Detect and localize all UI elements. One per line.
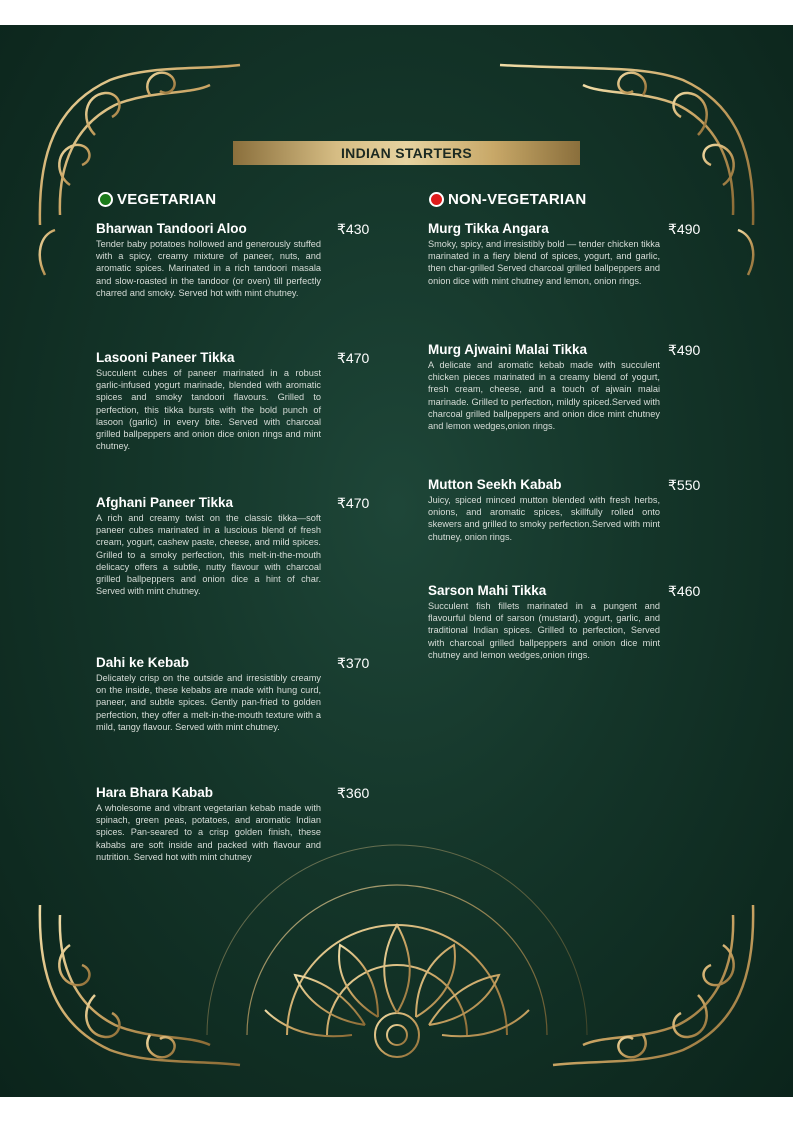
menu-item (96, 221, 370, 299)
item-description: Succulent cubes of paneer marinated in a robust garlic-infused yogurt marinade, blended with aromatic spices and smoky tandoori flavours. Grilled to perfection, this tikka bursts with the bold punch of lasoon (garlic) in every bite. Served with charcoal grilled ballpeppers and onion dice onion rings and mint chutney. (96, 368, 321, 452)
menu-item (96, 350, 370, 452)
vegetarian-heading (98, 191, 216, 208)
item-description: A wholesome and vibrant vegetarian kebab made with spinach, green peas, potatoes, and aromatic Indian spices. Pan-seared to a crisp golden finish, these kababs are soft inside and packed with flavour and nutrition. Served hot with mint chutney (96, 803, 321, 862)
page-title: INDIAN STARTERS (340, 145, 473, 161)
item-name: Hara Bhara Kabab (96, 785, 214, 800)
item-name: Afghani Paneer Tikka (96, 495, 234, 510)
menu-item (428, 477, 701, 543)
item-name: Sarson Mahi Tikka (428, 583, 547, 598)
veg-dot-icon (98, 192, 113, 207)
item-description: A rich and creamy twist on the classic tikka—soft paneer cubes marinated in a luscious blend of fresh cream, yogurt, cashew paste, cheese, and mild spices. Grilled to a smoky perfection, this melt-in-the-mouth delicacy offers a subtle, nutty flavour with charcoal grilled ballpeppers and onion dice a hint of char. Served with mint chutney. (96, 513, 321, 597)
corner-ornament-bottom-left (40, 905, 240, 1065)
item-description: Juicy, spiced minced mutton blended with fresh herbs, onions, and aromatic spices, skillfully rolled onto skewers and grilled to smoky perfection.Served with mint chutney, onion rings. (428, 495, 660, 542)
item-name: Mutton Seekh Kabab (428, 477, 562, 492)
menu-item (96, 495, 370, 597)
item-name: Bharwan Tandoori Aloo (96, 221, 247, 236)
menu-page (0, 25, 793, 1097)
menu-item (428, 342, 701, 432)
menu-item (96, 785, 370, 863)
menu-item (428, 583, 701, 661)
item-price: ₹490 (668, 221, 701, 237)
item-price: ₹490 (668, 342, 701, 358)
corner-ornament-bottom-right (553, 905, 753, 1065)
non-veg-dot-icon (429, 192, 444, 207)
mandala-ornament (207, 845, 587, 1057)
item-price: ₹360 (337, 785, 370, 801)
item-description: Succulent fish fillets marinated in a pungent and flavourful blend of sarson (mustard), yogurt, garlic, and traditional Indian spices. Grilled to perfection, Served with charcoal grilled ballpeppers and onion dice mint chutney and lemon wedges,onion rings. (428, 601, 660, 660)
item-description: Smoky, spicy, and irresistibly bold — tender chicken tikka marinated in a fiery blend of spices, yogurt, and garlic, then char-grilled Served charcoal grilled ballpeppers and onion dice with mint chutney and lemon, onion rings. (428, 239, 660, 286)
item-description: Delicately crisp on the outside and irresistibly creamy on the inside, these kebabs are made with hung curd, paneer, and subtle spices. Gently pan-fried to golden perfection, they offer a melt-in-the-mouth texture with a mild, tangy flavour. Served with mint chutney. (96, 673, 321, 732)
item-name: Dahi ke Kebab (96, 655, 190, 670)
menu-item (428, 221, 701, 287)
item-name: Murg Tikka Angara (428, 221, 549, 236)
item-price: ₹370 (337, 655, 370, 671)
item-description: Tender baby potatoes hollowed and generously stuffed with a spicy, creamy mixture of paneer, nuts, and aromatic spices. Marinated in a rich tandoori masala and slow-roasted in the tandoor (or oven) till perfectly charred and smoky. Served hot with mint chutney. (96, 239, 321, 298)
section-banner (233, 141, 580, 165)
item-name: Lasooni Paneer Tikka (96, 350, 235, 365)
menu-item (96, 655, 370, 733)
item-name: Murg Ajwaini Malai Tikka (428, 342, 588, 357)
item-price: ₹550 (668, 477, 701, 493)
non-vegetarian-heading (429, 191, 586, 208)
non-vegetarian-heading-label: NON-VEGETARIAN (448, 191, 587, 208)
item-price: ₹470 (337, 350, 370, 366)
item-price: ₹470 (337, 495, 370, 511)
item-description: A delicate and aromatic kebab made with succulent chicken pieces marinated in a creamy blend of yogurt, fresh cream, cheese, and a touch of ajwain malai marinade. Grilled to perfection, mildly spiced.Served with charcoal grilled ballpeppers and onion dice mint chutney and lemon wedges,onion rings. (428, 360, 660, 432)
item-price: ₹430 (337, 221, 370, 237)
vegetarian-heading-label: VEGETARIAN (117, 191, 217, 208)
item-price: ₹460 (668, 583, 701, 599)
